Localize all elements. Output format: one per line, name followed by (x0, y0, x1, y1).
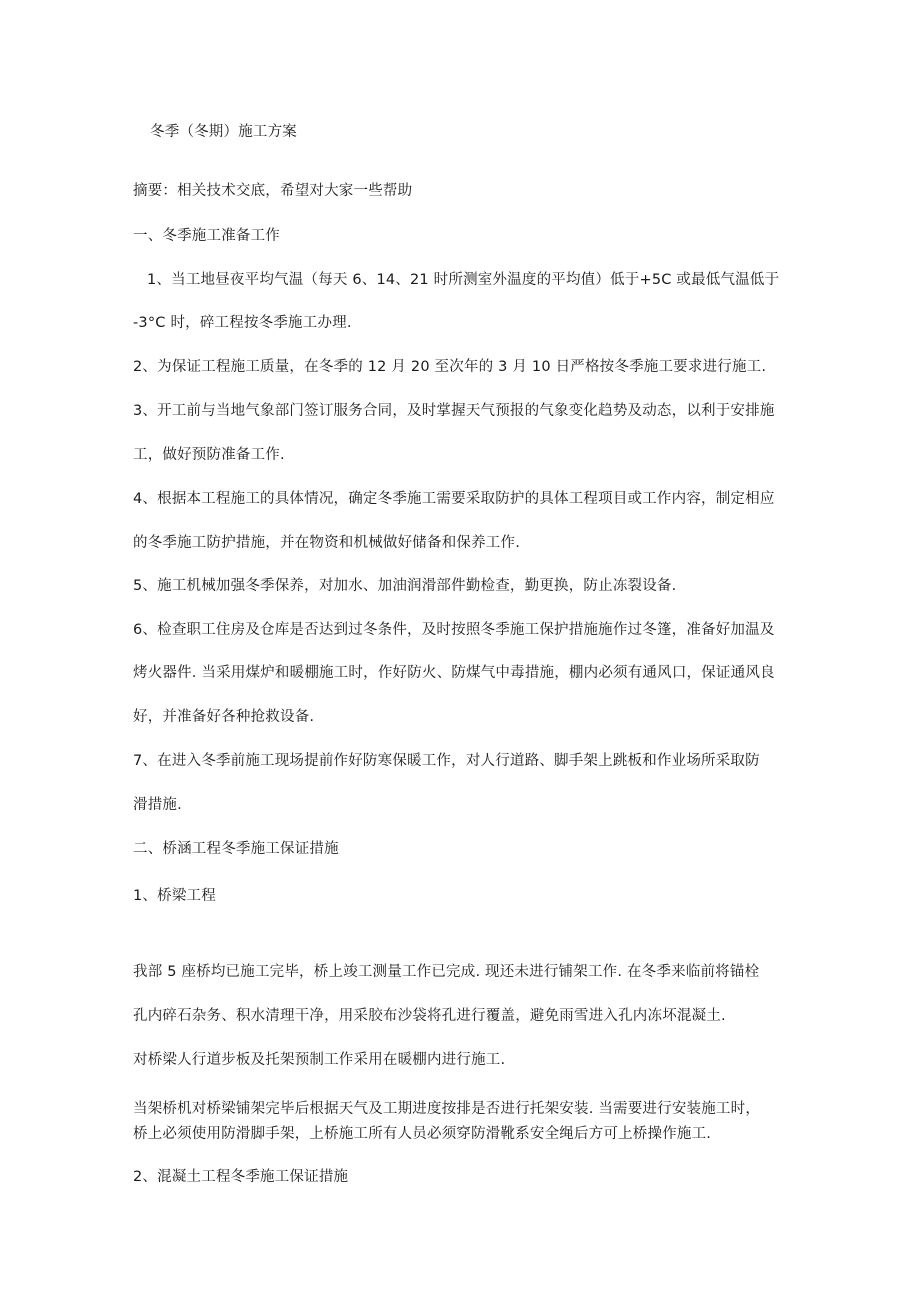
section1-item3-line1: 3、开工前与当地气象部门签订服务合同，及时掌握天气预报的气象变化趋势及动态，以利于安排施 (133, 403, 775, 419)
section1-item1-line2: -3°C 时，碎工程按冬季施工办理. (133, 315, 352, 331)
section1-item6-line2: 烤火器件. 当采用煤炉和暖棚施工时，作好防火、防煤气中毒措施，棚内必须有通风口，保证通风良 (133, 665, 775, 681)
section2-p1-line2: 孔内碎石杂务、积水清理干净，用采胶布沙袋将孔进行覆盖，避免雨雪进入孔内冻坏混凝土. (133, 1008, 726, 1024)
section1-item4-line1: 4、根据本工程施工的具体情况，确定冬季施工需要采取防护的具体工程项目或工作内容，制定相应 (133, 491, 775, 507)
section1-item2: 2、为保证工程施工质量，在冬季的 12 月 20 至次年的 3 月 10 日严格按冬季施工要求进行施工. (133, 359, 767, 375)
document-title: 冬季（冬期）施工方案 (150, 124, 297, 140)
section1-item3-line2: 工，做好预防准备工作. (133, 447, 285, 463)
section2-p3-line1: 当架桥机对桥梁铺架完毕后根据天气及工期进度按排是否进行托架安装. 当需要进行安装施工时， (133, 1101, 761, 1117)
section1-item5: 5、施工机械加强冬季保养，对加水、加油润滑部件勤检查，勤更换，防止冻裂设备. (133, 578, 677, 594)
section2-heading: 二、桥涵工程冬季施工保证措施 (133, 841, 339, 857)
section2-p2: 对桥梁人行道步板及托架预制工作采用在暖棚内进行施工. (133, 1052, 506, 1068)
section2-p1-line1: 我部 5 座桥均已施工完毕，桥上竣工测量工作已完成. 现还未进行铺架工作. 在冬季来临前将锚栓 (133, 964, 760, 980)
abstract-text: 摘要：相关技术交底，希望对大家一些帮助 (133, 183, 413, 199)
section1-item1-line1: 1、当工地昼夜平均气温（每天 6、14、21 时所测室外温度的平均值）低于+5C 或最低气温低于 (147, 272, 780, 288)
section1-item6-line1: 6、检查职工住房及仓库是否达到过冬条件，及时按照冬季施工保护措施施作过冬篷，准备好加温及 (133, 622, 775, 638)
section2-p3-line2: 桥上必须使用防滑脚手架，上桥施工所有人员必须穿防滑靴系安全绳后方可上桥操作施工. (133, 1126, 712, 1142)
section2-sub1-heading: 1、桥梁工程 (133, 888, 216, 904)
section1-item7-line2: 滑措施. (133, 797, 182, 813)
section2-sub2-heading: 2、混凝土工程冬季施工保证措施 (133, 1169, 349, 1185)
section1-item7-line1: 7、在进入冬季前施工现场提前作好防寒保暖工作，对人行道路、脚手架上跳板和作业场所采取防 (133, 753, 760, 769)
section1-item4-line2: 的冬季施工防护措施，并在物资和机械做好储备和保养工作. (133, 535, 521, 551)
section1-heading: 一、冬季施工准备工作 (133, 228, 280, 244)
section1-item6-line3: 好，并准备好各种抢救设备. (133, 709, 315, 725)
